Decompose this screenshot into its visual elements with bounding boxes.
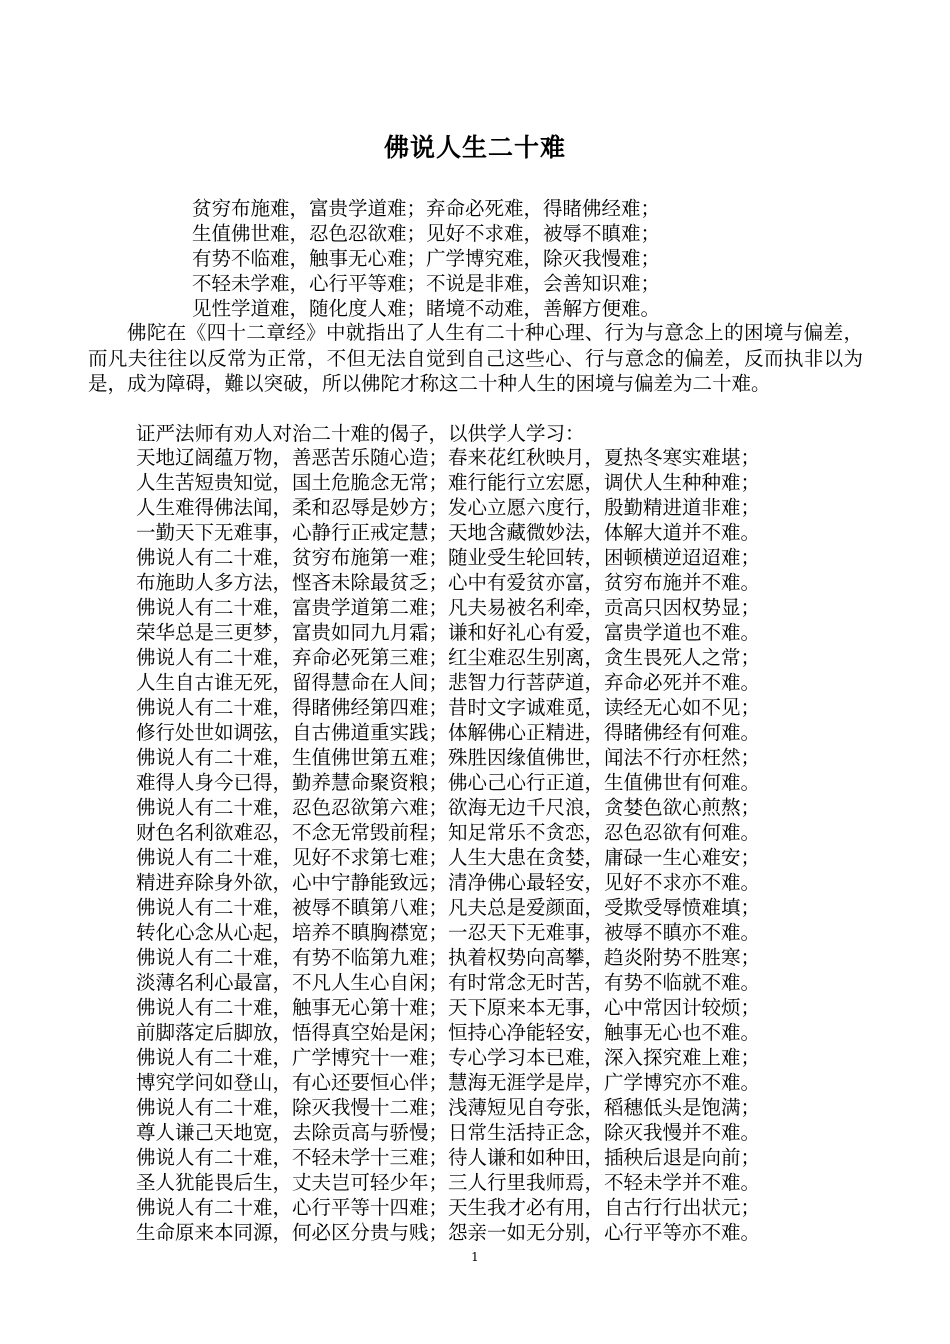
verse-line: 生命原来本同源，何必区分贵与贱；怨亲一如无分别，心行平等亦不难。 [136,1221,761,1244]
twenty-difficulties-summary [192,196,892,321]
verse-line: 佛说人有二十难，贫穷布施第一难；随业受生轮回转，困顿横逆迢迢难； [136,546,761,569]
summary-line: 不轻未学难，心行平等难；不说是非难，会善知识难； [192,272,661,295]
verse-line: 人生苦短贵知觉，国土危脆念无常；难行能行立宏愿，调伏人生种种难； [136,471,761,494]
verse-line: 淡薄名利心最富，不凡人生心自闲；有时常念无时苦，有势不临就不难。 [136,971,761,994]
verse-line: 转化心念从心起，培养不瞋胸襟宽；一忍天下无难事，被辱不瞋亦不难。 [136,921,761,944]
verse-line: 人生难得佛法闻，柔和忍辱是妙方；发心立愿六度行，殷勤精进道非难； [136,496,761,519]
verse-line: 佛说人有二十难，忍色忍欲第六难；欲海无边千尺浪，贪婪色欲心煎熬； [136,796,761,819]
verse-line: 佛说人有二十难，弃命必死第三难；红尘难忍生别离，贪生畏死人之常； [136,646,761,669]
verse-line: 佛说人有二十难，有势不临第九难；执着权势向高攀，趋炎附势不胜寒； [136,946,761,969]
verse-line: 精进弃除身外欲，心中宁静能致远；清净佛心最轻安，见好不求亦不难。 [136,871,761,894]
verse-line: 佛说人有二十难，心行平等十四难；天生我才必有用，自古行行出状元； [136,1196,761,1219]
page-number: 1 [471,1250,479,1264]
verse-line: 前脚落定后脚放，悟得真空始是闲；恒持心净能轻安，触事无心也不难。 [136,1021,761,1044]
verse-line: 修行处世如调弦，自古佛道重实践；体解佛心正精进，得睹佛经有何难。 [136,721,761,744]
verse-line: 财色名利欲难忍，不念无常毁前程；知足常乐不贪恋，忍色忍欲有何难。 [136,821,761,844]
verse-line: 难得人身今已得，勤养慧命聚资粮；佛心己心行正道，生值佛世有何难。 [136,771,761,794]
summary-line: 贫穷布施难，富贵学道难；弃命必死难，得睹佛经难； [192,197,661,220]
verse-line: 佛说人有二十难，得睹佛经第四难；昔时文字诚难觅，读经无心如不见； [136,696,761,719]
intro-paragraph-text: 佛陀在《四十二章经》中就指出了人生有二十种心理、行为与意念上的困境与偏差，而凡夫往往以反常为正常，不但无法自觉到自己这些心、行与意念的偏差，反而执非以为是，成为障碍，難以突破，所以佛陀才称这二十种人生的困境与偏差为二十难。 [88,321,863,395]
verse-block [136,445,846,1245]
verse-line: 圣人犹能畏后生，丈夫岂可轻少年；三人行里我师焉，不轻未学并不难。 [136,1171,761,1194]
verse-line: 一勤天下无难事，心静行正戒定慧；天地含藏微妙法，体解大道并不难。 [136,521,761,544]
verse-line: 人生自古谁无死，留得慧命在人间；悲智力行菩萨道，弃命必死并不难。 [136,671,761,694]
verse-line: 尊人谦己天地宽，去除贡高与骄慢；日常生活持正念，除灭我慢并不难。 [136,1121,761,1144]
verse-line: 佛说人有二十难，生值佛世第五难；殊胜因缘值佛世，闻法不行亦枉然； [136,746,761,769]
verse-line: 佛说人有二十难，除灭我慢十二难；浅薄短见自夸张，稻穗低头是饱满； [136,1096,761,1119]
verse-line: 佛说人有二十难，富贵学道第二难；凡夫易被名利牵，贡高只因权势显； [136,596,761,619]
verse-line: 佛说人有二十难，见好不求第七难；人生大患在贪婪，庸碌一生心难安； [136,846,761,869]
summary-line: 生值佛世难，忍色忍欲难；见好不求难，被辱不瞋难； [192,222,661,245]
verse-line: 天地辽阔蕴万物，善恶苦乐随心造；春来花红秋映月，夏热冬寒实难堪； [136,446,761,469]
summary-line: 见性学道难，随化度人难；睹境不动难，善解方便难。 [192,297,661,320]
verse-line: 佛说人有二十难，被辱不瞋第八难；凡夫总是爱颜面，受欺受辱愤难填； [136,896,761,919]
verse-line: 佛说人有二十难，触事无心第十难；天下原来本无事，心中常因计较烦； [136,996,761,1019]
verse-line: 布施助人多方法，悭吝未除最贫乏；心中有爱贫亦富，贫穷布施并不难。 [136,571,761,594]
verse-intro: 证严法师有劝人对治二十难的偈子，以供学人学习： [136,422,585,445]
intro-paragraph [88,320,863,397]
verse-line: 佛说人有二十难，不轻未学十三难；待人谦和如种田，插秧后退是向前； [136,1146,761,1169]
document-title: 佛说人生二十难 [383,133,566,162]
verse-line: 博究学问如登山，有心还要恒心伴；慧海无涯学是岸，广学博究亦不难。 [136,1071,761,1094]
verse-line: 荣华总是三更梦，富贵如同九月霜；谦和好礼心有爱，富贵学道也不难。 [136,621,761,644]
summary-line: 有势不临难，触事无心难；广学博究难，除灭我慢难； [192,247,661,270]
verse-line: 佛说人有二十难，广学博究十一难；专心学习本已难，深入探究难上难； [136,1046,761,1069]
